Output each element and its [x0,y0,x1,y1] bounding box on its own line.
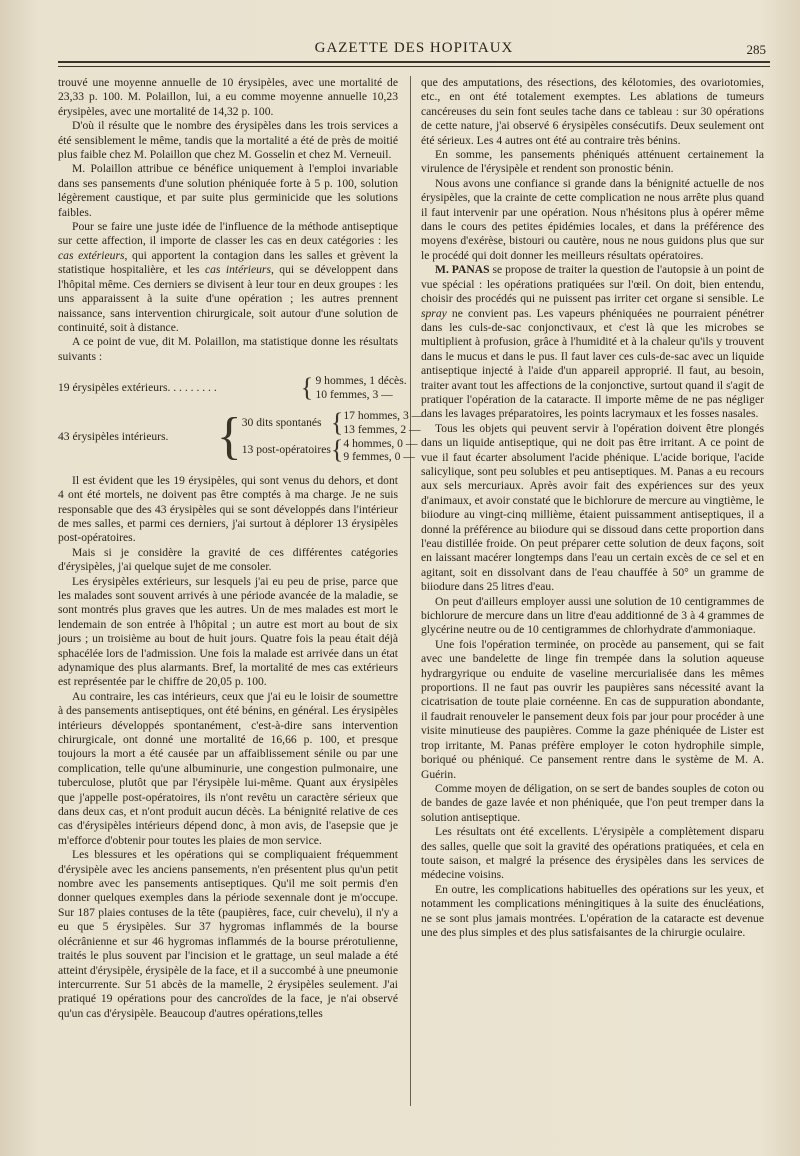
paragraph: que des amputations, des résections, des kélotomies, des ovariotomies, etc., en ont été totalement exemptes. Les ablations de tumeurs cancéreuses du sein font seules tache dans ce tableau : sur 30 opérations de cette nature, j'ai observé 6 érysipèles consécutifs. Deux seulement ont été sérieux. Les 4 autres ont été au contraire très bénins. [421,76,764,147]
left-column [58,76,424,1021]
stat-cell [343,437,423,464]
paragraph: Les érysipèles extérieurs, sur lesquels j'ai eu peu de prise, parce que les malades sont souvent arrivés à une période avancée de la maladie, se sont montrés plus graves que les autres. Un de mes malades est mort le lendemain de son entrée à l'hôpital ; un autre est mort au bout de six jours ; un troisième au bout de huit jours. Quatre fois la peau était déjà sphacélée lors de l'admission. Une fois la malade est arrivée dans un état adynamique des plus alarmants. Bref, la mortalité de mes cas extérieurs est représentée par le chiffre de 20,05 p. 100. [58,574,398,689]
paragraph: En outre, les complications habituelles des opérations sur les yeux, et notamment les complications méningitiques à la suite des énucléations, ne se sont plus jamais montrées. L'opération de la cataracte est devenue une des plus simples et des plus satisfaisantes de la chirurgie oculaire. [421,882,764,939]
paragraph: Il est évident que les 19 érysipèles, qui sont venus du dehors, et dont 4 ont été mortels, ne doivent pas être comptés à ma charge. Je ne suis responsable que des 43 érysipèles qui se sont développés dans l'intérieur de mes salles, et parmi ces derniers, j'ai surtout à déplorer 13 érysipèles post-opératoires. [58,473,398,545]
paragraph: trouvé une moyenne annuelle de 10 érysipèles, avec une mortalité de 23,33 p. 100. M. Polaillon, lui, a eu comme moyenne annuelle 10,23 érysipèles, avec une mortalité de 14,32 p. 100. [58,76,398,118]
paragraph: Comme moyen de déligation, on se sert de bandes souples de coton ou de bandes de gaze lavée et non phéniquée, que l'on peut tremper dans la solution antiseptique. [421,781,764,824]
paragraph: A ce point de vue, dit M. Polaillon, ma statistique donne les résultats suivants : [58,335,398,363]
emphasis: spray [421,306,447,320]
stat-ext-men: 9 hommes, 1 décès. [315,374,407,388]
stat-cell [315,374,423,401]
text-run: Pour se faire une juste idée de l'influence de la méthode antiseptique sur cette affection, il importe de classer les cas en deux catégories : les [58,220,398,248]
text-run: , qui se développent dans l'hôpital même. Ces derniers se divisent à leur tour en deux groupes : les uns apparaissent à la suite d'une opération ; les autres prennent naissance, sans intervention chirurgicale, soit autour d'une solution de continuité, soit à distance. [58,263,398,334]
right-column [421,76,764,940]
brace-glyph: { [330,407,344,437]
speaker-name: M. PANAS [435,263,490,277]
header-rule-thin [58,66,770,67]
journal-title: GAZETTE DES HOPITAUX [314,40,514,56]
paragraph: On peut d'ailleurs employer aussi une solution de 10 centigrammes de bichlorure de mercure dans un litre d'eau additionné de 3 à 4 grammes de glycérine neutre ou de 10 centigrammes de chlorhydrate d'ammoniaque. [421,594,764,637]
column-separator [410,76,411,1106]
brace-glyph: { [330,435,344,465]
emphasis: cas intérieurs [204,263,271,277]
erysipelas-statistics-table [58,372,424,465]
stat-ext-label: 19 érysipèles extérieurs. . . . . . . . . [58,380,217,394]
text-run: ne convient pas. Les vapeurs phéniquées ne pourraient pénétrer dans les culs-de-sac conjonctivaux, et c'est là que les microbes se multiplient à profusion, grâce à l'humidité et à la chaleur qu'ils y trouvent dans le mucus et dans le pus. Il faut laver ces culs-de-sac avec un liquide antiseptique injecté à l'aide d'un appareil approprié. Il faut, au besoin, traiter avant tout les affections de la conjonctive, surtout quand il s'agit de pratiquer l'opération de la cataracte. Il importe même de ne pas négliger dans les lavages préparatoires, les points lacrymaux et les fosses nasales. [421,306,764,421]
stat-postop-label: 13 post-opératoires [241,443,331,457]
stat-ext-women: 10 femmes, 3 — [315,387,393,401]
stat-cell [343,409,423,436]
paragraph: En somme, les pansements phéniqués atténuent certainement la virulence de l'érysipèle et rendent son pronostic bénin. [421,148,764,176]
paragraph: Tous les objets qui peuvent servir à l'opération doivent être plongés dans un liquide antiseptique, qui ne doit pas être irritant. A ce point de vue il faut écarter absolument l'acide phénique. L'acide borique, l'acide salicylique, sont peu solubles et peu antiseptiques. M. Panas a eu recours aux sels mercuriaux. Après avoir fait des expériences sur des yeux d'animaux, et avoir constaté que le bichlorure de mercure au vingtième, le biiodure au vingt-cinq millième, étaient puissamment antiseptiques, il a donné la préférence au biiodure qui se dissoud dans cette proportion dans l'eau distillée froide. On peut préparer cette solution de deux façons, soit en laissant macérer longtemps dans l'eau un certain excès de ce sel et en agitant, soit en dissolvant dans de l'eau chauffée à 50° un gramme de biiodure dans 25 litres d'eau. [421,421,765,594]
stat-postop-men: 4 hommes, 0 — [343,436,418,450]
text-run: , qui apportent la contagion dans les salles et grèvent la statistique hospitalière, et les [58,248,398,277]
paragraph: Nous avons une confiance si grande dans la bénignité actuelle de nos érysipèles, que la crainte de cette complication ne nous arrête plus quand il faut intervenir par une opération. Nous n'hésitons plus à opérer même dans le cours des petites épidémies locales, et dans la préférence des moyens d'exérèse, bistouri ou cautère, nous ne nous guidons plus que sur le procédé qui doit donner les meilleurs résultats opératoires. [421,176,764,262]
paragraph: Au contraire, les cas intérieurs, ceux que j'ai eu le loisir de soumettre à des pansements antiseptiques, ont été bénins, en général. Les érysipèles intérieurs développés spontanément, c'est-à-dire sans intervention chirurgicale, ont donné une mortalité de 16,66 p. 100, et presque toujours la mort a été causée par un affaiblissement sénile ou par une complication, telle qu'une albuminurie, une congestion pulmonaire, une tuberculose, plutôt que par l'érysipèle lui-même. Quant aux érysipèles que j'appelle post-opératoires, ils n'ont revêtu un caractère sérieux que dans deux cas, et n'ont produit aucun décès. La bénignité relative de ces cas d'érysipèles intérieurs dépend donc, à mon avis, de l'asepsie que je m'efforce d'obtenir pour toutes les plaies de mon service. [58,689,398,847]
paragraph: M. Polaillon attribue ce bénéfice uniquement à l'emploi invariable dans ses pansements d'une solution phéniquée forte à 5 p. 100, solution légèrement caustique, et par suite plus germinicide que les solutions faibles. [58,162,398,219]
paragraph [58,220,398,335]
brace-glyph: { [300,372,314,402]
stat-spont-label: 30 dits spontanés [241,416,322,430]
brace-glyph: { [216,407,242,465]
paragraph: Mais si je considère la gravité de ces différentes catégories d'érysipèles, j'ai quelque sujet de me consoler. [58,545,398,574]
page-number: 285 [746,42,766,57]
stat-int-label: 43 érysipèles intérieurs. [58,429,169,443]
paragraph: Les résultats ont été excellents. L'érysipèle a complètement disparu des salles, quelle que soit la gravité des opérations pratiquées, et cela en toute saison, et malgré la présence des érysipèles dans les services de médecine voisins. [421,825,764,882]
stat-spont-men: 17 hommes, 3 — [343,409,424,423]
stat-postop-women: 9 femmes, 0 — [343,450,415,464]
paragraph [421,263,764,421]
header-rule-thick [58,61,770,63]
stat-spont-women: 13 femmes, 2 — [343,422,421,436]
paragraph: Les blessures et les opérations qui se compliquaient fréquemment d'érysipèle avec les anciens pansements, n'en présentent plus qu'un petit nombre avec les pansements antiseptiques. Qu'il me soit permis d'en donner quelques exemples dans la période sexennale dont je m'occupe. Sur 187 plaies contuses de la tête (paupières, face, cuir chevelu), il n'y a eu que 5 érysipèles. Sur 37 hygromas inflammés de la bourse olécrânienne et sur 46 hygromas inflammés de la bourse prérotulienne, traités le plus souvent par l'incision et le grattage, un seul malade a été atteint d'érysipèle, érysipèle de la face, et il a succombé à une pneumonie intercurrente. Sur 51 abcès de la mamelle, 2 érysipèles seulement. J'ai pratiqué 19 opérations pour des cancroïdes de la face, je n'ai observé qu'un cas d'érysipèle. Beaucoup d'autres opérations,telles [58,848,398,1020]
emphasis: cas extérieurs [58,248,125,262]
paragraph: D'où il résulte que le nombre des érysipèles dans les trois services a été sensiblement le même, tandis que la mortalité a été de près de moitié plus faible chez M. Polaillon que chez M. Gosselin et chez M. Verneuil. [58,119,398,162]
text-run: se propose de traiter la question de l'autopsie à un point de vue spécial : les opérations pratiquées sur l'œil. On doit, bien entendu, choisir des procédés qui ne puissent pas irriter cet organe si sensible. Le [421,263,764,306]
paragraph: Une fois l'opération terminée, on procède au pansement, qui se fait avec une bandelette de linge fin trempée dans la solution aqueuse hydrargyrique ou enduite de vaseline mercurialisée dans les mêmes proportions. Il ne faut pas ouvrir les paupières sans nécessité avant la cicatrisation de toute plaie cornéenne. En cas de suppuration abondante, il faudrait renouveler le pansement deux fois par jour pour procéder à une visite minutieuse des paupières. Comme la gaze phéniquée de Lister est trop irritante, M. Panas préfère employer le coton hydrophile simple, boriqué ou phéniqué. Ce pansement rentre dans le système de M. A. Guérin. [421,637,764,781]
